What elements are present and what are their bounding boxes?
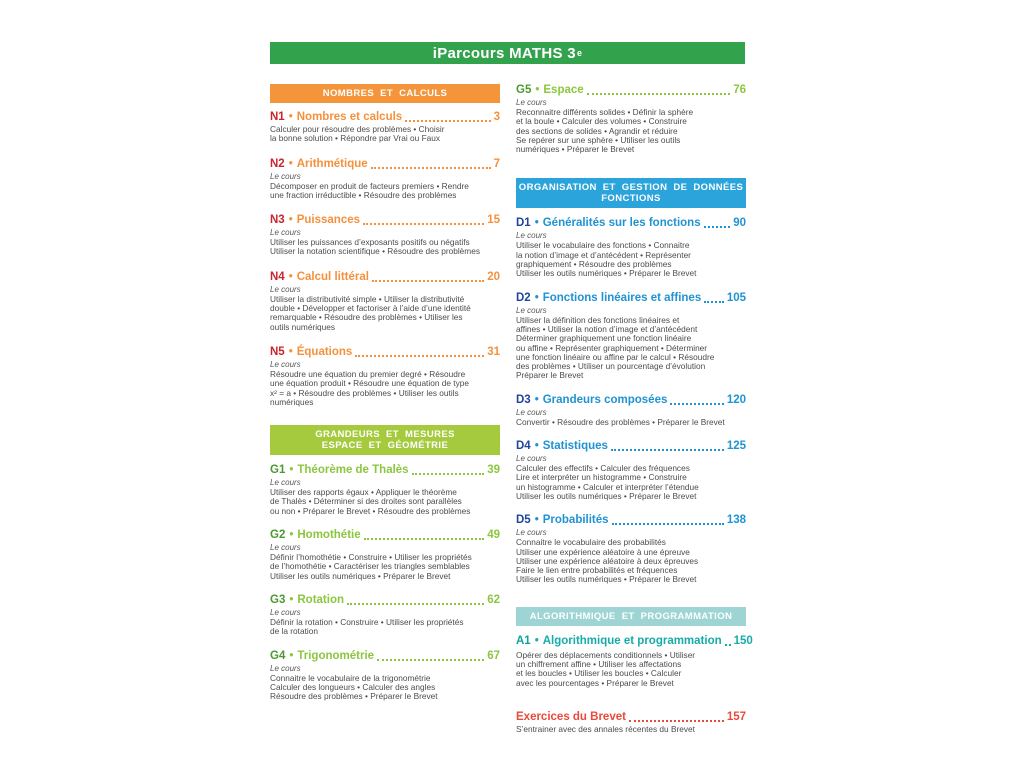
- bullet-separator: •: [534, 217, 539, 230]
- chapter-title: Généralités sur les fonctions: [542, 217, 701, 230]
- le-cours-link[interactable]: Le cours: [516, 407, 547, 417]
- le-cours-link[interactable]: Le cours: [270, 228, 301, 238]
- toc-entry-g4[interactable]: [270, 650, 500, 663]
- bullet-separator: •: [289, 529, 294, 542]
- chapter-skills: Utiliser la distributivité simple • Utiliser la distributivité double • Développer et factoriser à l’aide d’une identité remarquable • Résoudre des problèmes • Utiliser les outils numériques: [270, 293, 471, 332]
- le-cours-link[interactable]: Le cours: [270, 663, 301, 673]
- toc-item-n4: [270, 271, 500, 332]
- chapter-code: G4: [270, 649, 286, 662]
- bullet-separator: •: [289, 649, 294, 662]
- bullet-separator: •: [289, 593, 294, 606]
- chapter-title: Homothétie: [297, 529, 361, 542]
- le-cours-link[interactable]: Le cours: [270, 543, 301, 553]
- chapter-skills: Définir la rotation • Construire • Utiliser les propriétés de la rotation: [270, 616, 464, 637]
- dot-leader: [377, 659, 484, 661]
- bullet-separator: •: [288, 111, 293, 123]
- toc-item-g2: [270, 529, 500, 581]
- le-cours-link[interactable]: Le cours: [516, 454, 547, 464]
- chapter-title: Puissances: [296, 214, 361, 227]
- toc-entry-n5[interactable]: [270, 346, 500, 359]
- dot-leader: [725, 644, 731, 646]
- toc-entry-d1[interactable]: [516, 217, 746, 230]
- bullet-separator: •: [534, 514, 539, 527]
- toc-entry-g5[interactable]: [516, 84, 746, 97]
- chapter-skills: Utiliser les puissances d’exposants positifs ou négatifs Utiliser la notation scientifique • Résoudre des problèmes: [270, 237, 480, 257]
- toc-item-exercices-brevet: [516, 711, 746, 734]
- page-number: 157: [726, 710, 746, 723]
- chapter-title: Théorème de Thalès: [297, 464, 409, 477]
- chapter-skills: Opérer des déplacements conditionnels • Utiliser un chiffrement affine • Utiliser les affectations et les boucles • Utiliser les boucles • Calculer avec les pourcentages • Préparer le Brevet: [516, 649, 696, 688]
- toc-entry-g3[interactable]: [270, 594, 500, 607]
- toc-item-g4: [270, 650, 500, 702]
- banner-line: GRANDEURS ET MESURES: [315, 429, 455, 441]
- chapter-code: N3: [270, 214, 285, 227]
- toc-entry-d4[interactable]: [516, 440, 746, 453]
- page-number: 20: [487, 270, 500, 283]
- toc-entry-g1[interactable]: [270, 464, 500, 477]
- bullet-separator: •: [288, 214, 293, 227]
- le-cours-link[interactable]: Le cours: [270, 284, 301, 294]
- chapter-skills: Reconnaitre différents solides • Définir la sphère et la boule • Calculer des volumes • Construire des sections de solides • Agrandir et réduire Se repérer sur une sphère • Utiliser les outils numériques • Préparer le Brevet: [516, 107, 694, 155]
- page-number: 62: [487, 593, 500, 606]
- bullet-separator: •: [534, 393, 539, 406]
- le-cours-link[interactable]: Le cours: [516, 305, 547, 315]
- toc-entry-d2[interactable]: [516, 292, 746, 305]
- page-number: 138: [726, 514, 746, 527]
- toc-item-n3: [270, 214, 500, 257]
- chapter-code: A1: [516, 634, 531, 647]
- chapter-code: G5: [516, 84, 532, 96]
- chapter-code: N5: [270, 345, 285, 358]
- dot-leader: [587, 93, 731, 95]
- bullet-separator: •: [288, 345, 293, 358]
- le-cours-link[interactable]: Le cours: [270, 171, 301, 181]
- dot-leader: [372, 280, 484, 282]
- chapter-title: Probabilités: [542, 514, 609, 527]
- toc-item-d2: [516, 292, 746, 381]
- chapter-code: D2: [516, 291, 531, 304]
- chapter-code: D4: [516, 440, 531, 453]
- toc-item-d1: [516, 217, 746, 278]
- chapter-title: Exercices du Brevet: [516, 710, 626, 723]
- page-number: 7: [493, 157, 500, 170]
- bullet-separator: •: [534, 291, 539, 304]
- bullet-separator: •: [289, 464, 294, 477]
- toc-column-left: [270, 84, 500, 701]
- dot-leader: [405, 120, 490, 122]
- toc-entry-a1[interactable]: [516, 634, 753, 648]
- chapter-skills: Décomposer en produit de facteurs premiers • Rendre une fraction irréductible • Résoudre des problèmes: [270, 180, 469, 200]
- dot-leader: [355, 355, 484, 357]
- dot-leader: [347, 603, 484, 605]
- dot-leader: [363, 223, 484, 225]
- chapter-title: Espace: [543, 84, 584, 96]
- toc-item-n1: [270, 111, 500, 144]
- grade-superscript: e: [576, 48, 583, 58]
- bullet-separator: •: [288, 270, 293, 283]
- page-number: 3: [493, 111, 500, 123]
- bullet-separator: •: [288, 157, 293, 170]
- dot-leader: [670, 403, 723, 405]
- banner-line: ALGORITHMIQUE ET PROGRAMMATION: [529, 610, 733, 622]
- chapter-code: N1: [270, 111, 285, 123]
- bullet-separator: •: [534, 634, 539, 647]
- page-number: 67: [487, 649, 500, 662]
- toc-item-a1: [516, 634, 753, 688]
- chapter-skills: S’entrainer avec des annales récentes du Brevet: [516, 723, 695, 734]
- section-banner-nombres-et-calculs: [270, 84, 500, 103]
- toc-item-n2: [270, 158, 500, 201]
- le-cours-link[interactable]: Le cours: [516, 231, 547, 241]
- chapter-title: Statistiques: [542, 440, 608, 453]
- toc-item-g3: [270, 594, 500, 637]
- book-title: iParcours MATHS 3: [432, 44, 576, 62]
- chapter-title: Arithmétique: [296, 157, 368, 170]
- toc-item-d4: [516, 440, 746, 501]
- le-cours-link[interactable]: Le cours: [516, 98, 547, 107]
- dot-leader: [612, 523, 724, 525]
- dot-leader: [704, 301, 724, 303]
- chapter-title: Trigonométrie: [297, 649, 375, 662]
- chapter-code: G2: [270, 529, 286, 542]
- page-number: 76: [733, 84, 746, 96]
- toc-item-g5: [516, 84, 746, 154]
- bullet-separator: •: [534, 440, 539, 453]
- toc-entry-d5[interactable]: [516, 514, 746, 527]
- chapter-skills: Résoudre une équation du premier degré • Résoudre une équation produit • Résoudre une équation de type x² = a • Résoudre des problèmes • Utiliser les outils numériques: [270, 368, 469, 407]
- chapter-code: D1: [516, 217, 531, 230]
- chapter-skills: Calculer pour résoudre des problèmes • Choisir la bonne solution • Répondre par Vrai ou Faux: [270, 124, 445, 144]
- banner-line: FONCTIONS: [601, 193, 661, 205]
- chapter-code: D5: [516, 514, 531, 527]
- page-number: 39: [487, 464, 500, 477]
- dot-leader: [704, 226, 731, 228]
- section-banner-organisation-donnees: [516, 178, 746, 208]
- banner-line: ESPACE ET GÉOMÉTRIE: [321, 440, 449, 452]
- book-title-banner: [270, 42, 745, 64]
- chapter-skills: Convertir • Résoudre des problèmes • Préparer le Brevet: [516, 416, 725, 427]
- chapter-skills: Calculer des effectifs • Calculer des fréquences Lire et interpréter un histogramme • Construire un histogramme • Calculer et interpréter l’étendue Utiliser les outils numériques • Préparer le Brevet: [516, 463, 699, 501]
- section-banner-algorithmique: [516, 607, 746, 626]
- chapter-code: D3: [516, 393, 531, 406]
- chapter-skills: Connaitre le vocabulaire des probabilités Utiliser une expérience aléatoire à une épreuve Utiliser une expérience aléatoire à deux épreuves Faire le lien entre probabilités et fréquences Utiliser les outils numériques • Préparer le Brevet: [516, 537, 699, 585]
- le-cours-link[interactable]: Le cours: [516, 528, 547, 538]
- dot-leader: [611, 449, 724, 451]
- le-cours-link[interactable]: Le cours: [270, 359, 301, 369]
- dot-leader: [629, 720, 724, 722]
- chapter-skills: Utiliser la définition des fonctions linéaires et affines • Utiliser la notion d’image et d’antécédent Déterminer graphiquement une fonction linéaire ou affine • Représenter graphiquement • Déterminer une fonction linéaire ou affine par le calcul • Résoudre des problèmes • Utiliser un pourcentage d’évolution Préparer le Brevet: [516, 314, 715, 381]
- chapter-title: Grandeurs composées: [542, 393, 668, 406]
- chapter-title: Nombres et calculs: [296, 111, 403, 123]
- chapter-title: Fonctions linéaires et affines: [542, 291, 702, 304]
- toc-entry-d3[interactable]: [516, 394, 746, 407]
- toc-column-right: [516, 84, 753, 734]
- toc-entry-n1[interactable]: [270, 111, 500, 124]
- toc-item-n5: [270, 346, 500, 407]
- page-number: 31: [487, 345, 500, 358]
- dot-leader: [412, 473, 485, 475]
- chapter-code: G3: [270, 593, 286, 606]
- toc-entry-n2[interactable]: [270, 158, 500, 171]
- toc-entry-n4[interactable]: [270, 271, 500, 284]
- chapter-skills: Connaitre le vocabulaire de la trigonométrie Calculer des longueurs • Calculer des angles Résoudre des problèmes • Préparer le Brevet: [270, 672, 438, 702]
- page-number: 49: [487, 529, 500, 542]
- chapter-title: Algorithmique et programmation: [542, 634, 722, 647]
- chapter-skills: Utiliser des rapports égaux • Appliquer le théorème de Thalès • Déterminer si des droites sont parallèles ou non • Préparer le Brevet • Résoudre des problèmes: [270, 487, 471, 516]
- page-number: 125: [726, 440, 746, 453]
- chapter-code: G1: [270, 464, 286, 477]
- chapter-code: N4: [270, 270, 285, 283]
- page-number: 120: [726, 393, 746, 406]
- toc-entry-g2[interactable]: [270, 529, 500, 542]
- page-number: 90: [733, 217, 746, 230]
- page-number: 105: [726, 291, 746, 304]
- toc-item-d5: [516, 514, 746, 584]
- toc-item-g1: [270, 464, 500, 516]
- toc-entry-n3[interactable]: [270, 214, 500, 227]
- toc-entry-exercices-brevet[interactable]: [516, 711, 746, 724]
- chapter-code: N2: [270, 157, 285, 170]
- chapter-title: Équations: [296, 345, 353, 358]
- chapter-title: Calcul littéral: [296, 270, 369, 283]
- dot-leader: [364, 538, 485, 540]
- banner-line: ORGANISATION ET GESTION DE DONNÉES: [518, 182, 744, 194]
- le-cours-link[interactable]: Le cours: [270, 607, 301, 617]
- banner-line: NOMBRES ET CALCULS: [322, 88, 448, 99]
- chapter-skills: Utiliser le vocabulaire des fonctions • Connaitre la notion d’image et d’antécédent • Représenter graphiquement • Résoudre des problèmes Utiliser les outils numériques • Préparer le Brevet: [516, 240, 697, 279]
- chapter-title: Rotation: [297, 593, 345, 606]
- section-banner-grandeurs-et-mesures: [270, 425, 500, 455]
- bullet-separator: •: [535, 84, 540, 96]
- le-cours-link[interactable]: Le cours: [270, 478, 301, 488]
- toc-item-d3: [516, 394, 746, 427]
- page-number: 15: [487, 214, 500, 227]
- dot-leader: [371, 167, 491, 169]
- chapter-skills: Définir l’homothétie • Construire • Utiliser les propriétés de l’homothétie • Caractériser les triangles semblables Utiliser les outils numériques • Préparer le Brevet: [270, 552, 472, 581]
- page-number: 150: [733, 634, 753, 647]
